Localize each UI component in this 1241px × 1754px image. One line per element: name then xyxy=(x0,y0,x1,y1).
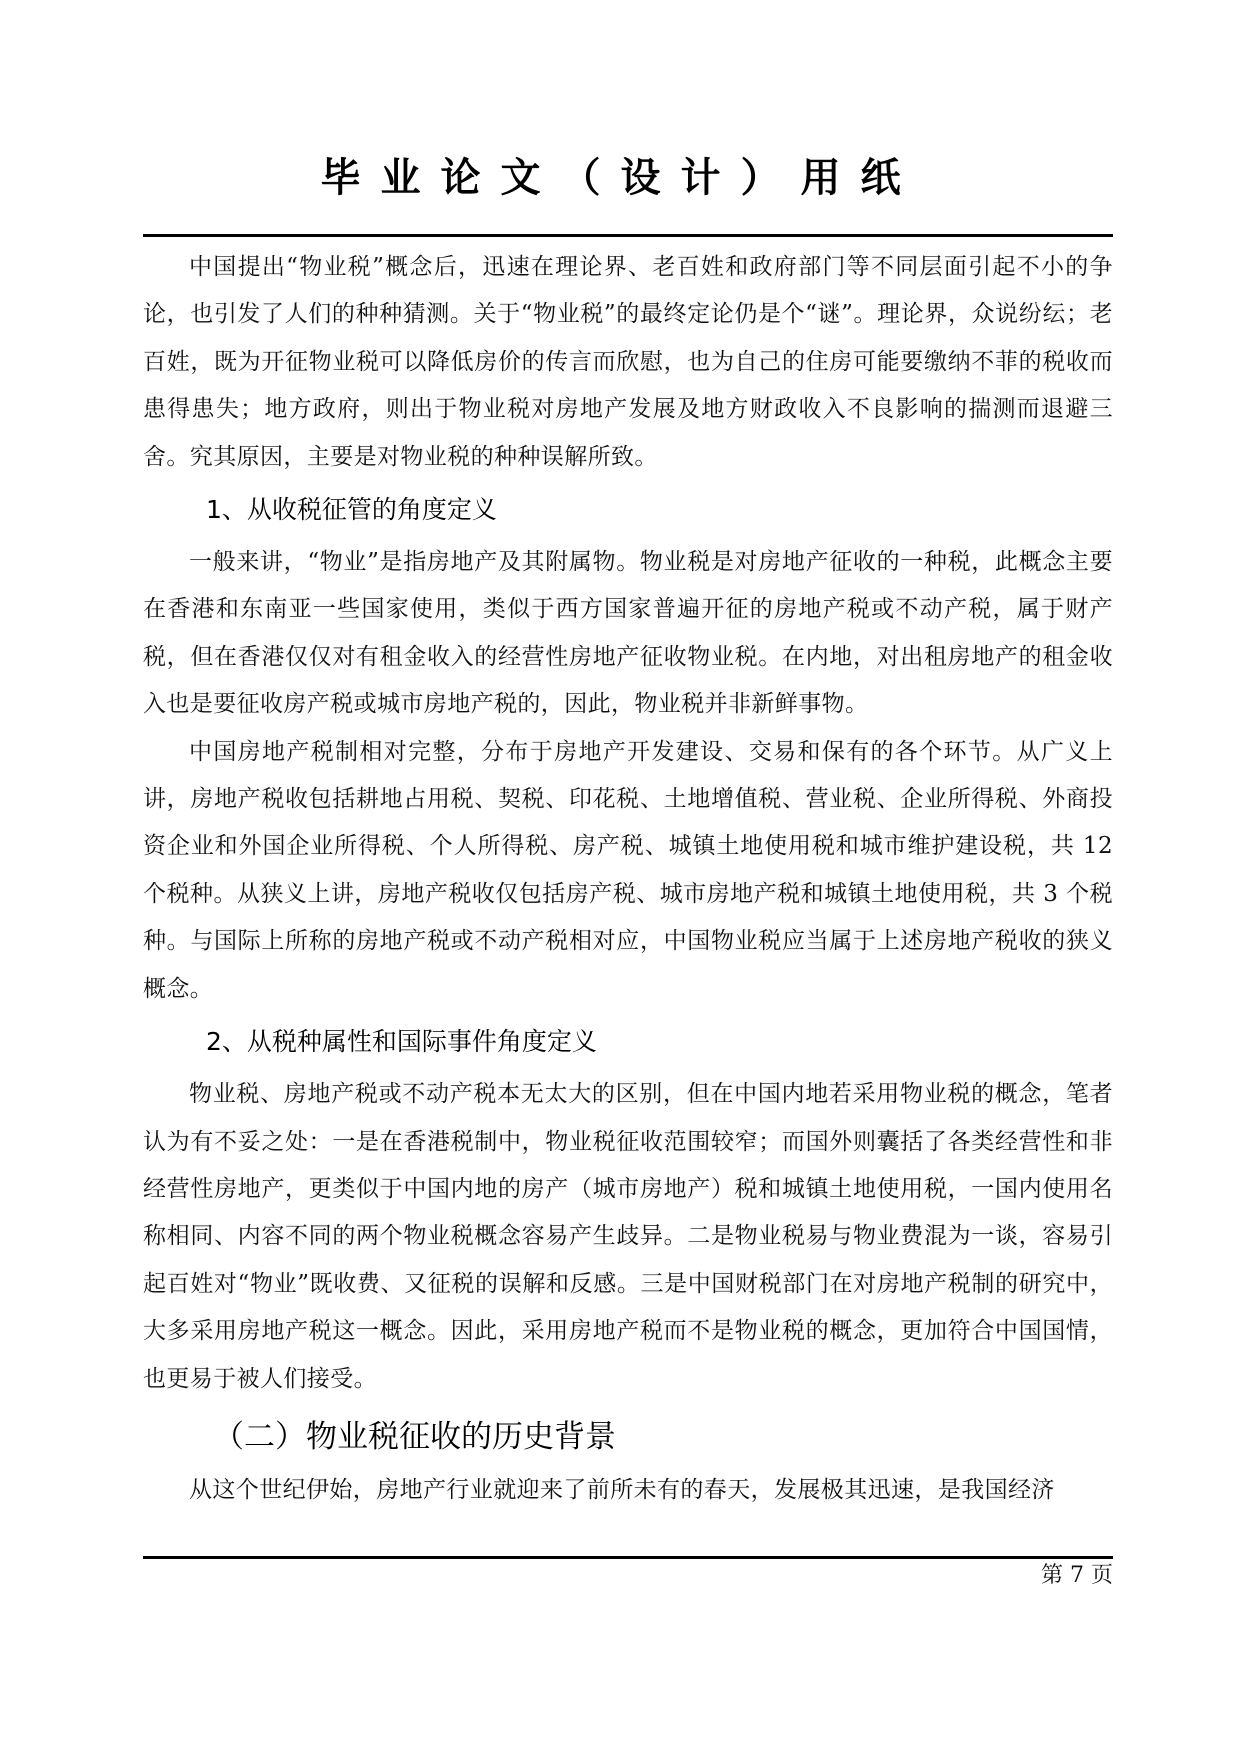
page-header-title: 毕业论文（设计）用纸 xyxy=(320,154,921,201)
section1-paragraph-2: 中国房地产税制相对完整，分布于房地产开发建设、交易和保有的各个环节。从广义上讲，房地产税收包括耕地占用税、契税、印花税、土地增值税、营业税、企业所得税、外商投资企业和外国企业所得税、个人所得税、房产税、城镇土地使用税和城市维护建设税，共 12 个税种。从狭义上讲，房地产税收仅包括房产税、城市房地产税和城镇土地使用税，共 3 个税种。与国际上所称的房地产税或不动产税相对应，中国物业税应当属于上述房地产税收的狭义概念。 xyxy=(143,738,1113,1002)
chapter-heading-history: （二）物业税征收的历史背景 xyxy=(213,1418,616,1455)
header-divider xyxy=(143,234,1113,237)
footer-divider xyxy=(143,1556,1113,1559)
intro-paragraph: 中国提出“物业税”概念后，迅速在理论界、老百姓和政府部门等不同层面引起不小的争论，也引发了人们的种种猜测。关于“物业税”的最终定论仍是个“谜”。理论界，众说纷纭；老百姓，既为开征物业税可以降低房价的传言而欣慰，也为自己的住房可能要缴纳不菲的税收而患得患失；地方政府，则出于物业税对房地产发展及地方财政收入不良影响的揣测而退避三舍。究其原因，主要是对物业税的种种误解所致。 xyxy=(143,254,1113,470)
section-heading-2: 2、从税种属性和国际事件角度定义 xyxy=(206,1027,597,1057)
section2-paragraph-1: 物业税、房地产税或不动产税本无太大的区别，但在中国内地若采用物业税的概念，笔者认为有不妥之处：一是在香港税制中，物业税征收范围较窄；而国外则囊括了各类经营性和非经营性房地产，更类似于中国内地的房产（城市房地产）税和城镇土地使用税，一国内使用名称相同、内容不同的两个物业税概念容易产生歧异。二是物业税易与物业费混为一谈，容易引起百姓对“物业”既收费、又征税的误解和反感。三是中国财税部门在对房地产税制的研究中，大多采用房地产税这一概念。因此，采用房地产税而不是物业税的概念，更加符合中国国情，也更易于被人们接受。 xyxy=(143,1081,1113,1392)
document-body xyxy=(143,244,1113,1514)
section1-paragraph-1: 一般来讲，“物业”是指房地产及其附属物。物业税是对房地产征收的一种税，此概念主要在香港和东南亚一些国家使用，类似于西方国家普遍开征的房地产税或不动产税，属于财产税，但在香港仅仅对有租金收入的经营性房地产征收物业税。在内地，对出租房地产的租金收入也是要征收房产税或城市房地产税的，因此，物业税并非新鲜事物。 xyxy=(143,549,1113,718)
page-number: 第 7 页 xyxy=(1041,1563,1113,1588)
section-heading-1: 1、从收税征管的角度定义 xyxy=(206,495,497,525)
section3-paragraph-1: 从这个世纪伊始，房地产行业就迎来了前所未有的春天，发展极其迅速，是我国经济 xyxy=(189,1476,1055,1503)
